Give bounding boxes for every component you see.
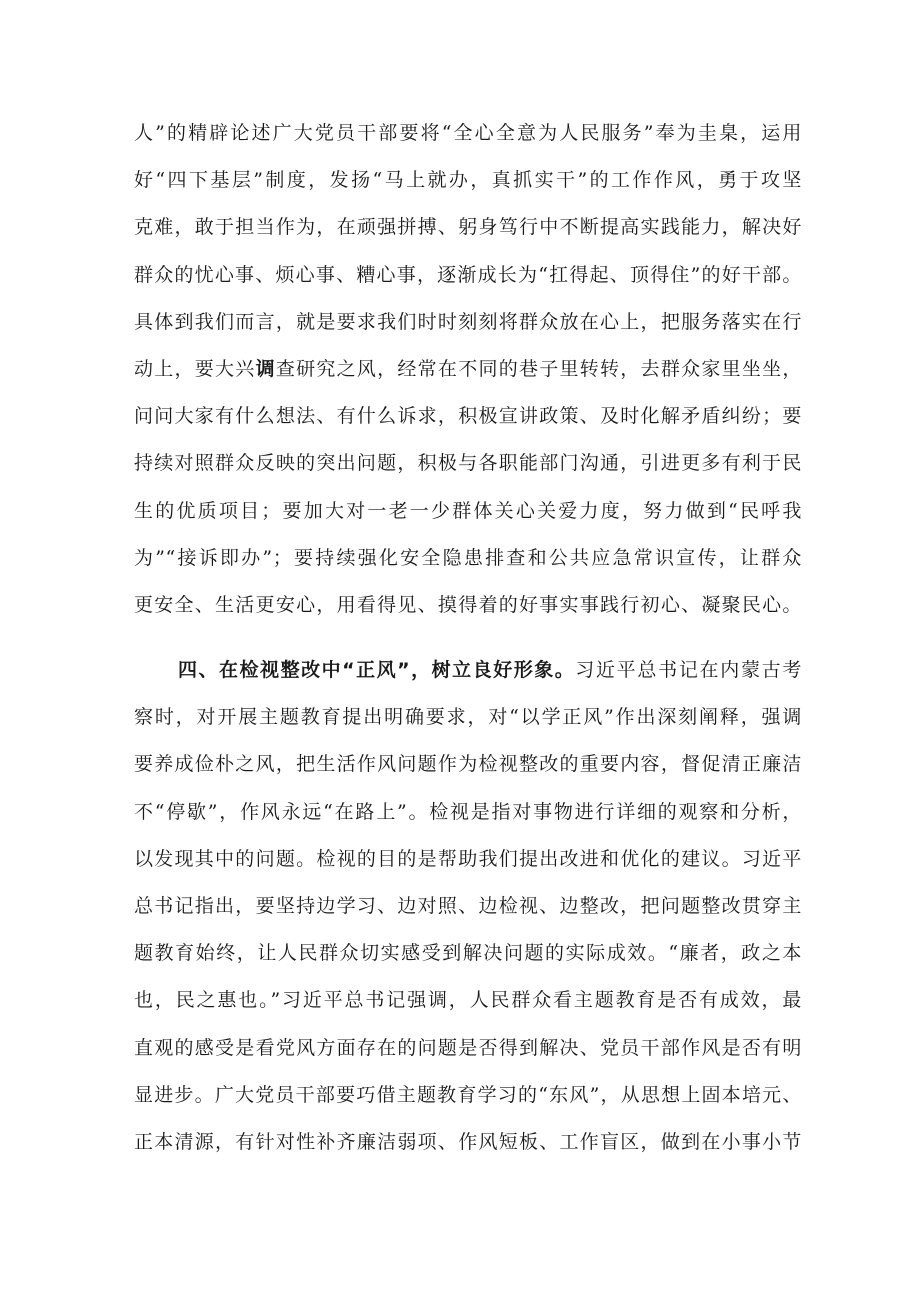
text-line: 总书记指出，要坚持边学习、边对照、边检视、边整改，把问题整改贯穿主 (134, 894, 802, 917)
body-paragraph (134, 110, 802, 629)
text-fragment: 动上，要大兴 (134, 357, 256, 380)
text-fragment: 习近平总书记在内蒙古考 (575, 659, 802, 681)
text-line: 显进步。广大党员干部要巧借主题教育学习的“东风”，从思想上固本培元、 (134, 1083, 802, 1106)
text-line: 好“四下基层”制度，发扬“马上就办，真抓实干”的工作作风，勇于攻坚 (134, 169, 802, 192)
text-line: 群众的忧心事、烦心事、糟心事，逐渐成长为“扛得起、顶得住”的好干部。 (134, 263, 802, 286)
text-line: 直观的感受是看党风方面存在的问题是否得到解决、党员干部作风是否有明 (134, 1036, 802, 1059)
text-line: 题教育始终，让人民群众切实感受到解决问题的实际成效。“廉者，政之本 (134, 942, 802, 965)
section-paragraph (134, 647, 802, 1166)
text-line: 为”“接诉即办”；要持续强化安全隐患排查和公共应急常识宣传，让群众 (134, 546, 802, 569)
text-fragment: 查研究之风，经常在不同的巷子里转转，去群众家里坐坐， (275, 357, 802, 380)
text-line: 克难，敢于担当作为，在顽强拼搏、躬身笃行中不断提高实践能力，解决好 (134, 216, 802, 239)
text-line (134, 647, 802, 694)
text-line: 问问大家有什么想法、有什么诉求，积极宣讲政策、及时化解矛盾纠纷；要 (134, 405, 802, 428)
text-line: 生的优质项目；要加大对一老一少群体关心关爱力度，努力做到“民呼我 (134, 499, 802, 522)
text-line: 也，民之惠也。”习近平总书记强调，人民群众看主题教育是否有成效，最 (134, 989, 802, 1012)
section-heading: 四、在检视整改中“正风”，树立良好形象。 (178, 659, 576, 681)
text-line: 以发现其中的问题。检视的目的是帮助我们提出改进和优化的建议。习近平 (134, 847, 802, 870)
text-line: 更安全、生活更安心，用看得见、摸得着的好事实事践行初心、凝聚民心。 (134, 593, 802, 616)
text-line: 察时，对开展主题教育提出明确要求，对“以学正风”作出深刻阐释，强调 (134, 706, 802, 729)
bold-text-fragment: 调 (255, 357, 276, 380)
text-line: 正本清源，有针对性补齐廉洁弱项、作风短板、工作盲区，做到在小事小节 (134, 1130, 802, 1153)
text-line: 人”的精辟论述广大党员干部要将“全心全意为人民服务”奉为圭臬，运用 (134, 122, 802, 144)
text-line: 不“停歇”，作风永远“在路上”。检视是指对事物进行详细的观察和分析， (134, 800, 802, 823)
text-line: 持续对照群众反映的突出问题，积极与各职能部门沟通，引进更多有利于民 (134, 452, 802, 475)
text-line: 要养成俭朴之风，把生活作风问题作为检视整改的重要内容，督促清正廉洁 (134, 753, 802, 776)
text-line: 具体到我们而言，就是要求我们时时刻刻将群众放在心上，把服务落实在行 (134, 310, 802, 333)
text-line (134, 346, 802, 393)
